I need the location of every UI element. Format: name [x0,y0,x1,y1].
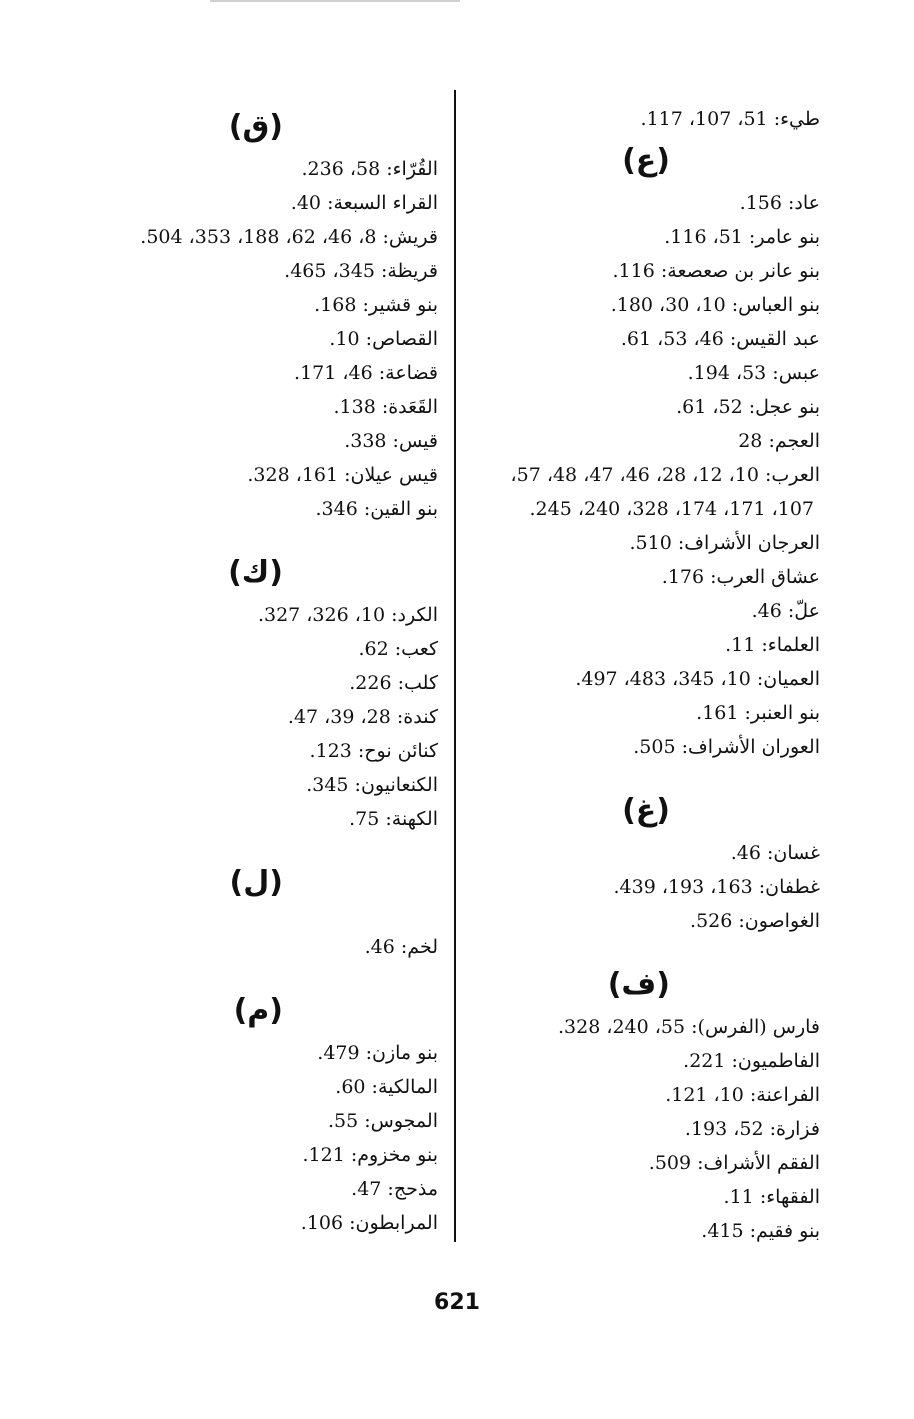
index-entry: الغواصون: 526. [690,910,820,932]
index-entry: بنو عانر بن صعصعة: 116. [612,260,820,282]
section-heading-kaf: (ك) [228,555,283,590]
index-entry: قضاعة: 46، 171. [294,362,438,384]
index-entry: العوران الأشراف: 505. [633,736,820,758]
scan-edge-line [210,0,460,2]
index-entry: مذحج: 47. [351,1178,438,1200]
index-entry-continuation [470,492,820,526]
index-entry: العرب: 10، 12، 28، 46، 47، 48، 57، [510,464,820,486]
index-entry: العجم: 28 [738,430,820,452]
index-entry: الفاطميون: 221. [683,1050,820,1072]
index-entry: لخم: 46. [364,936,438,958]
section-heading-mim: (م) [233,993,283,1028]
page-number: 621 [434,1290,480,1315]
index-entry: قيس عيلان: 161، 328. [247,464,438,486]
index-entry: كندة: 28، 39، 47. [287,706,438,728]
index-column-right [470,102,820,1248]
index-entry: الفراعنة: 10، 121. [665,1084,820,1106]
index-entry: عبس: 53، 194. [687,362,820,384]
index-entry: بنو مخزوم: 121. [302,1144,438,1166]
index-entry: العرجان الأشراف: 510. [629,532,820,554]
index-entry: القُرّاء: 58، 236. [301,158,438,180]
index-entry: الكهنة: 75. [349,808,438,830]
index-entry: بنو القين: 346. [315,498,438,520]
index-entry: العلماء: 11. [725,634,820,656]
index-entry: عشاق العرب: 176. [661,566,820,588]
index-entry: الفقم الأشراف: 509. [648,1152,820,1174]
index-entry: عبد القيس: 46، 53، 61. [620,328,820,350]
continuation-text: 107، 171، 174، 328، 240، 245. [529,498,814,520]
index-entry: القَعَدة: 138. [333,396,438,418]
column-divider [454,90,456,1242]
index-entry: المرابطون: 106. [300,1212,438,1234]
index-entry: غطفان: 163، 193، 439. [613,876,820,898]
index-entry: عاد: 156. [739,192,820,214]
index-column-left [78,102,438,1240]
index-entry: فارس (الفرس): 55، 240، 328. [557,1016,820,1038]
index-entry: بنو قشير: 168. [314,294,438,316]
section-heading-ain: (ع) [622,143,670,178]
index-entry: كعب: 62. [358,638,438,660]
index-entry: القراء السبعة: 40. [290,192,438,214]
index-entry: كنائن نوح: 123. [309,740,438,762]
index-entry: بنو مازن: 479. [317,1042,438,1064]
index-entry: بنو العنبر: 161. [696,702,820,724]
index-entry: بنو عجل: 52، 61. [676,396,820,418]
section-heading-lam: (ل) [229,865,283,900]
index-entry: قريظة: 345، 465. [284,260,438,282]
index-entry: القصاص: 10. [329,328,438,350]
index-entry: بنو فقيم: 415. [701,1220,820,1242]
index-entry: الفقهاء: 11. [723,1186,820,1208]
section-heading-fa: (ف) [607,967,670,1002]
index-entry: بنو عامر: 51، 116. [664,226,820,248]
index-entry: الكنعانيون: 345. [306,774,438,796]
index-entry: المجوس: 55. [327,1110,438,1132]
index-entry: علّ: 46. [751,600,820,622]
index-entry: غسان: 46. [730,842,820,864]
section-heading-qaf: (ق) [228,109,283,144]
index-entry: طيء: 51، 107، 117. [640,108,820,130]
index-entry: العميان: 10، 345، 483، 497. [575,668,820,690]
index-entry: قريش: 8، 46، 62، 188، 353، 504. [140,226,438,248]
index-entry: كلب: 226. [349,672,438,694]
index-entry: بنو العباس: 10، 30، 180. [610,294,820,316]
index-entry: المالكية: 60. [335,1076,438,1098]
index-entry: الكرد: 10، 326، 327. [257,604,438,626]
index-entry: فزارة: 52، 193. [684,1118,820,1140]
section-heading-ghain: (غ) [622,793,670,828]
index-entry: قيس: 338. [344,430,438,452]
